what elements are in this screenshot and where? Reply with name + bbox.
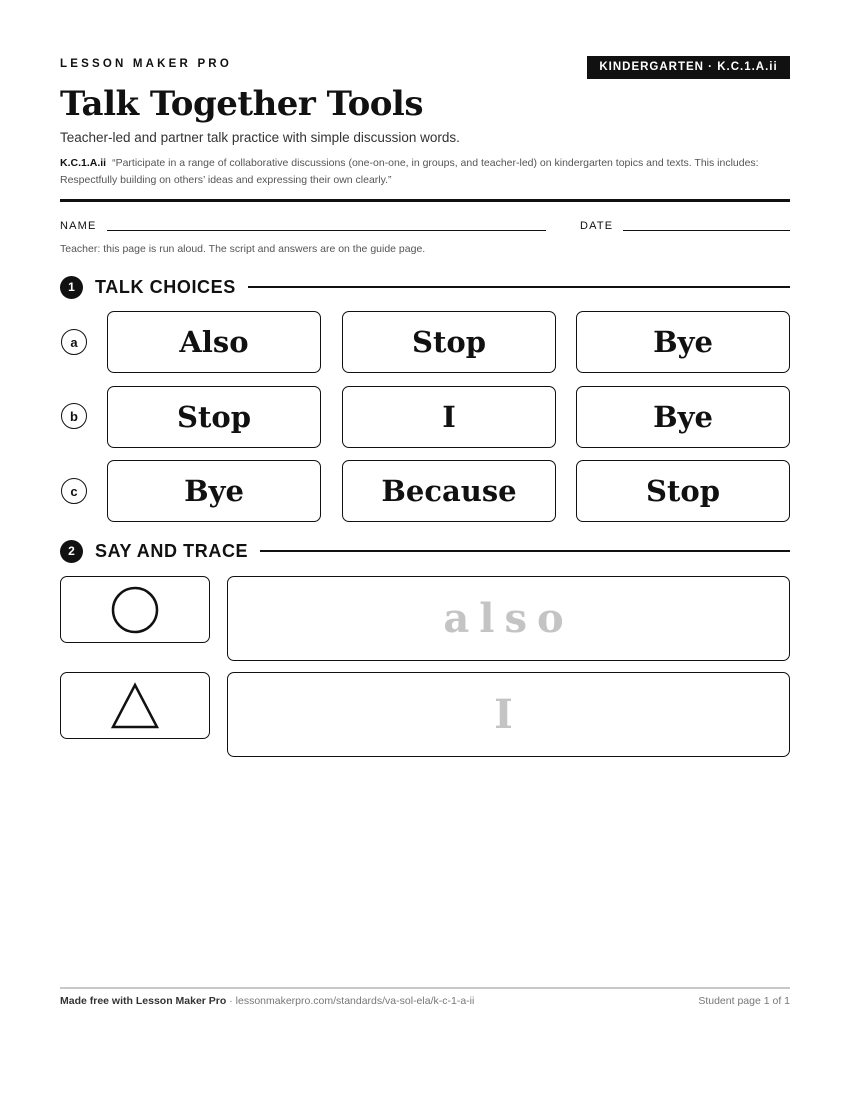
section-number: 1 xyxy=(60,276,83,299)
section-say-and-trace-header xyxy=(60,539,790,563)
choice-card[interactable]: Stop xyxy=(342,311,556,373)
name-label: NAME xyxy=(60,220,97,232)
row-letter-c: c xyxy=(61,478,87,504)
choice-card[interactable]: Stop xyxy=(107,386,321,448)
date-label: DATE xyxy=(580,220,614,232)
triangle-icon xyxy=(110,681,160,731)
footer-separator: · xyxy=(226,995,236,1007)
section-rule xyxy=(260,550,790,552)
choice-card[interactable]: Because xyxy=(342,460,556,522)
footer-made-with: Made free with Lesson Maker Pro xyxy=(60,995,227,1007)
trace-word: also xyxy=(443,595,574,642)
brand-name: LESSON MAKER PRO xyxy=(60,58,232,70)
footer-url[interactable]: lessonmakerpro.com/standards/va-sol-ela/k-c-1-a-ii xyxy=(235,995,475,1007)
choice-card[interactable]: Stop xyxy=(576,460,790,522)
trace-box[interactable] xyxy=(227,576,790,661)
standard-text: “Participate in a range of collaborative discussions (one-on-one, in groups, and teacher-led) on kindergarten topics and texts. This includes: Respectfully building on others’ ideas and expressing their own clearly.” xyxy=(60,157,759,186)
row-letter-b: b xyxy=(61,403,87,429)
trace-box[interactable] xyxy=(227,672,790,757)
choice-card[interactable]: Bye xyxy=(576,386,790,448)
section-number: 2 xyxy=(60,540,83,563)
choice-card[interactable]: I xyxy=(342,386,556,448)
standard-description xyxy=(60,155,790,189)
circle-icon xyxy=(110,585,160,635)
teacher-note: Teacher: this page is run aloud. The script and answers are on the guide page. xyxy=(60,243,426,255)
page-title: Talk Together Tools xyxy=(60,84,423,124)
choice-card[interactable]: Also xyxy=(107,311,321,373)
grade-badge: KINDERGARTEN · K.C.1.A.ii xyxy=(587,56,790,79)
row-letter-a: a xyxy=(61,329,87,355)
choice-card[interactable]: Bye xyxy=(107,460,321,522)
trace-word: I xyxy=(494,691,523,738)
header-divider xyxy=(60,199,790,202)
footer-divider xyxy=(60,987,790,989)
page-subtitle: Teacher-led and partner talk practice with simple discussion words. xyxy=(60,130,460,145)
date-field[interactable] xyxy=(623,230,790,231)
section-title: TALK CHOICES xyxy=(95,276,236,297)
section-talk-choices-header xyxy=(60,275,790,299)
name-field[interactable] xyxy=(107,230,546,231)
footer-credit xyxy=(60,995,474,1007)
shape-box xyxy=(60,576,210,643)
section-rule xyxy=(248,286,790,288)
footer-page-label: Student page 1 of 1 xyxy=(698,995,790,1007)
shape-box xyxy=(60,672,210,739)
standard-code: K.C.1.A.ii xyxy=(60,157,107,169)
section-title: SAY AND TRACE xyxy=(95,540,249,561)
choice-card[interactable]: Bye xyxy=(576,311,790,373)
